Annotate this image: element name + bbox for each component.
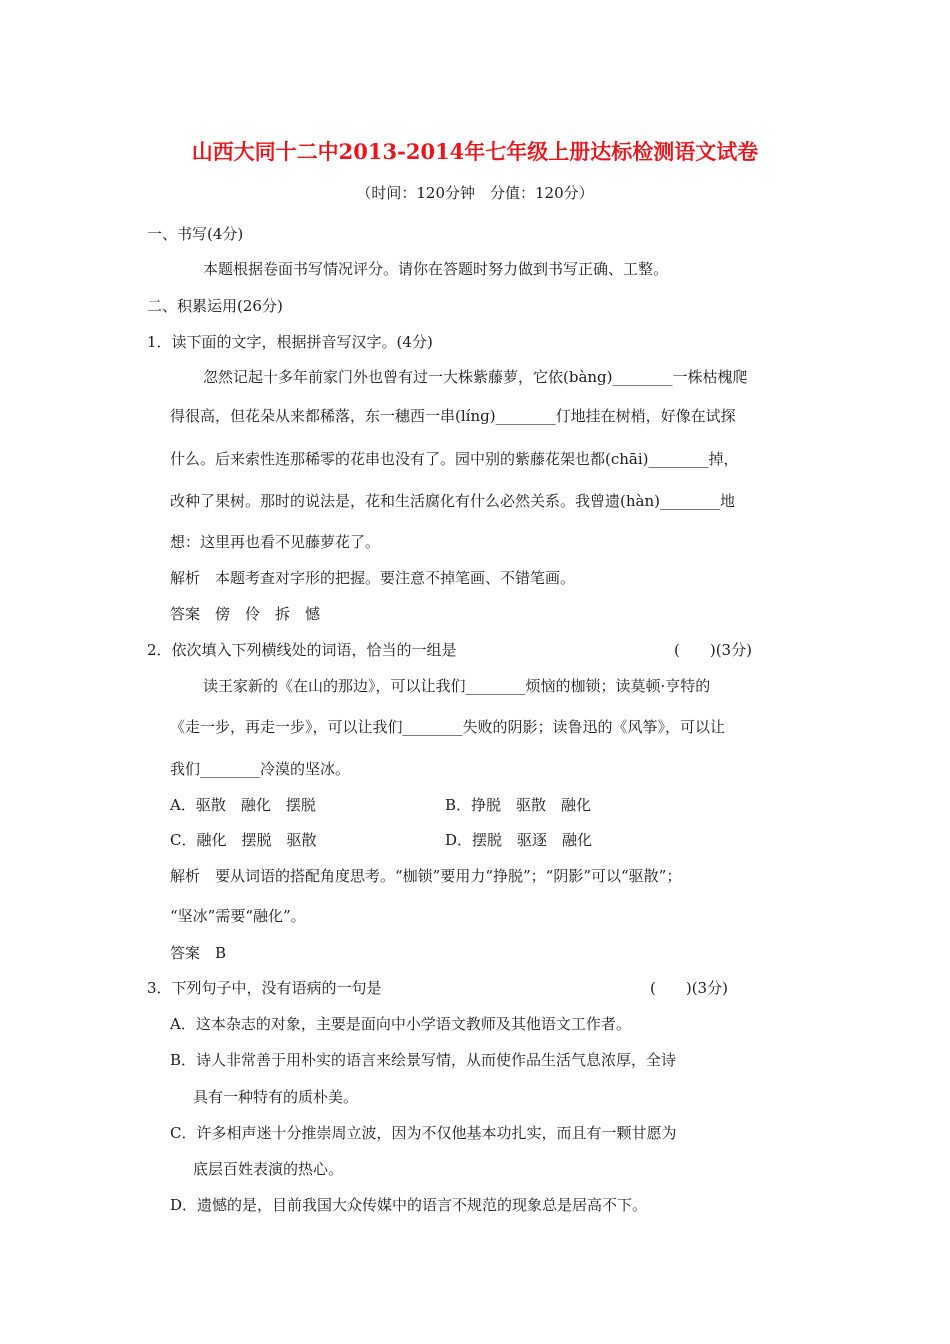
question-2-analysis-cont: “坚冰”需要“融化”。 [170,907,306,925]
question-2-stem: 2．依次填入下列横线处的词语，恰当的一组是 [147,641,457,659]
question-1-passage-line: 想：这里再也看不见藤萝花了。 [170,533,381,551]
section-1-heading: 一、书写(4分) [147,225,244,243]
question-2-option-b: B．挣脱 驱散 融化 [445,796,592,814]
question-3-option-c-cont: 底层百姓表演的热心。 [193,1160,344,1178]
question-2-option-a: A．驱散 融化 摆脱 [170,796,316,814]
question-3-option-b-cont: 具有一种特有的质朴美。 [193,1088,359,1106]
question-3-score: ( )(3分) [650,979,728,997]
question-2-passage-line: 读王家新的《在山的那边》，可以让我们________烦恼的枷锁；读莫顿·亨特的 [203,677,711,695]
question-1-analysis: 解析 本题考查对字形的把握。要注意不掉笔画、不错笔画。 [170,569,576,587]
question-1-passage-line: 得很高，但花朵从来都稀落，东一穗西一串(línɡ)________仃地挂在树梢，好像在试探 [170,407,736,425]
question-2-option-d: D．摆脱 驱逐 融化 [445,831,593,849]
question-2-passage-line: 我们________冷漠的坚冰。 [170,760,351,778]
question-2-answer: 答案 B [170,944,227,962]
question-1-passage-line: 忽然记起十多年前家门外也曾有过一大株紫藤萝，它依(bàng)________一株枯槐爬 [203,368,748,386]
question-3-option-c: C．许多相声迷十分推崇周立波，因为不仅他基本功扎实，而且有一颗甘愿为 [170,1124,677,1142]
section-1-text: 本题根据卷面书写情况评分。请你在答题时努力做到书写正确、工整。 [203,260,669,278]
question-1-passage-line: 改种了果树。那时的说法是，花和生活腐化有什么必然关系。我曾遗(hàn)________地 [170,492,735,510]
question-1-stem: 1．读下面的文字，根据拼音写汉字。(4分) [147,333,433,351]
question-2-passage-line: 《走一步，再走一步》，可以让我们________失败的阴影；读鲁迅的《风筝》，可以让 [170,718,726,736]
question-2-option-c: C．融化 摆脱 驱散 [170,831,317,849]
question-2-analysis: 解析 要从词语的搭配角度思考。“枷锁”要用力“挣脱”；“阴影”可以“驱散”； [170,867,682,885]
question-1-passage-line: 什么。后来索性连那稀零的花串也没有了。园中别的紫藤花架也都(chāi)________掉， [170,450,739,468]
question-3-option-b: B．诗人非常善于用朴实的语言来绘景写情，从而使作品生活气息浓厚，全诗 [170,1051,677,1069]
question-1-answer: 答案 傍 伶 拆 憾 [170,605,321,623]
question-2-score: ( )(3分) [674,641,752,659]
exam-subtitle: （时间：120分钟 分值：120分） [356,184,594,202]
section-2-heading: 二、积累运用(26分) [147,297,283,315]
question-3-stem: 3．下列句子中，没有语病的一句是 [147,979,382,997]
question-3-option-d: D．遗憾的是，目前我国大众传媒中的语言不规范的现象总是居高不下。 [170,1196,648,1214]
exam-title: 山西大同十二中2013-2014年七年级上册达标检测语文试卷 [191,139,759,164]
question-3-option-a: A．这本杂志的对象，主要是面向中小学语文教师及其他语文工作者。 [170,1015,631,1033]
